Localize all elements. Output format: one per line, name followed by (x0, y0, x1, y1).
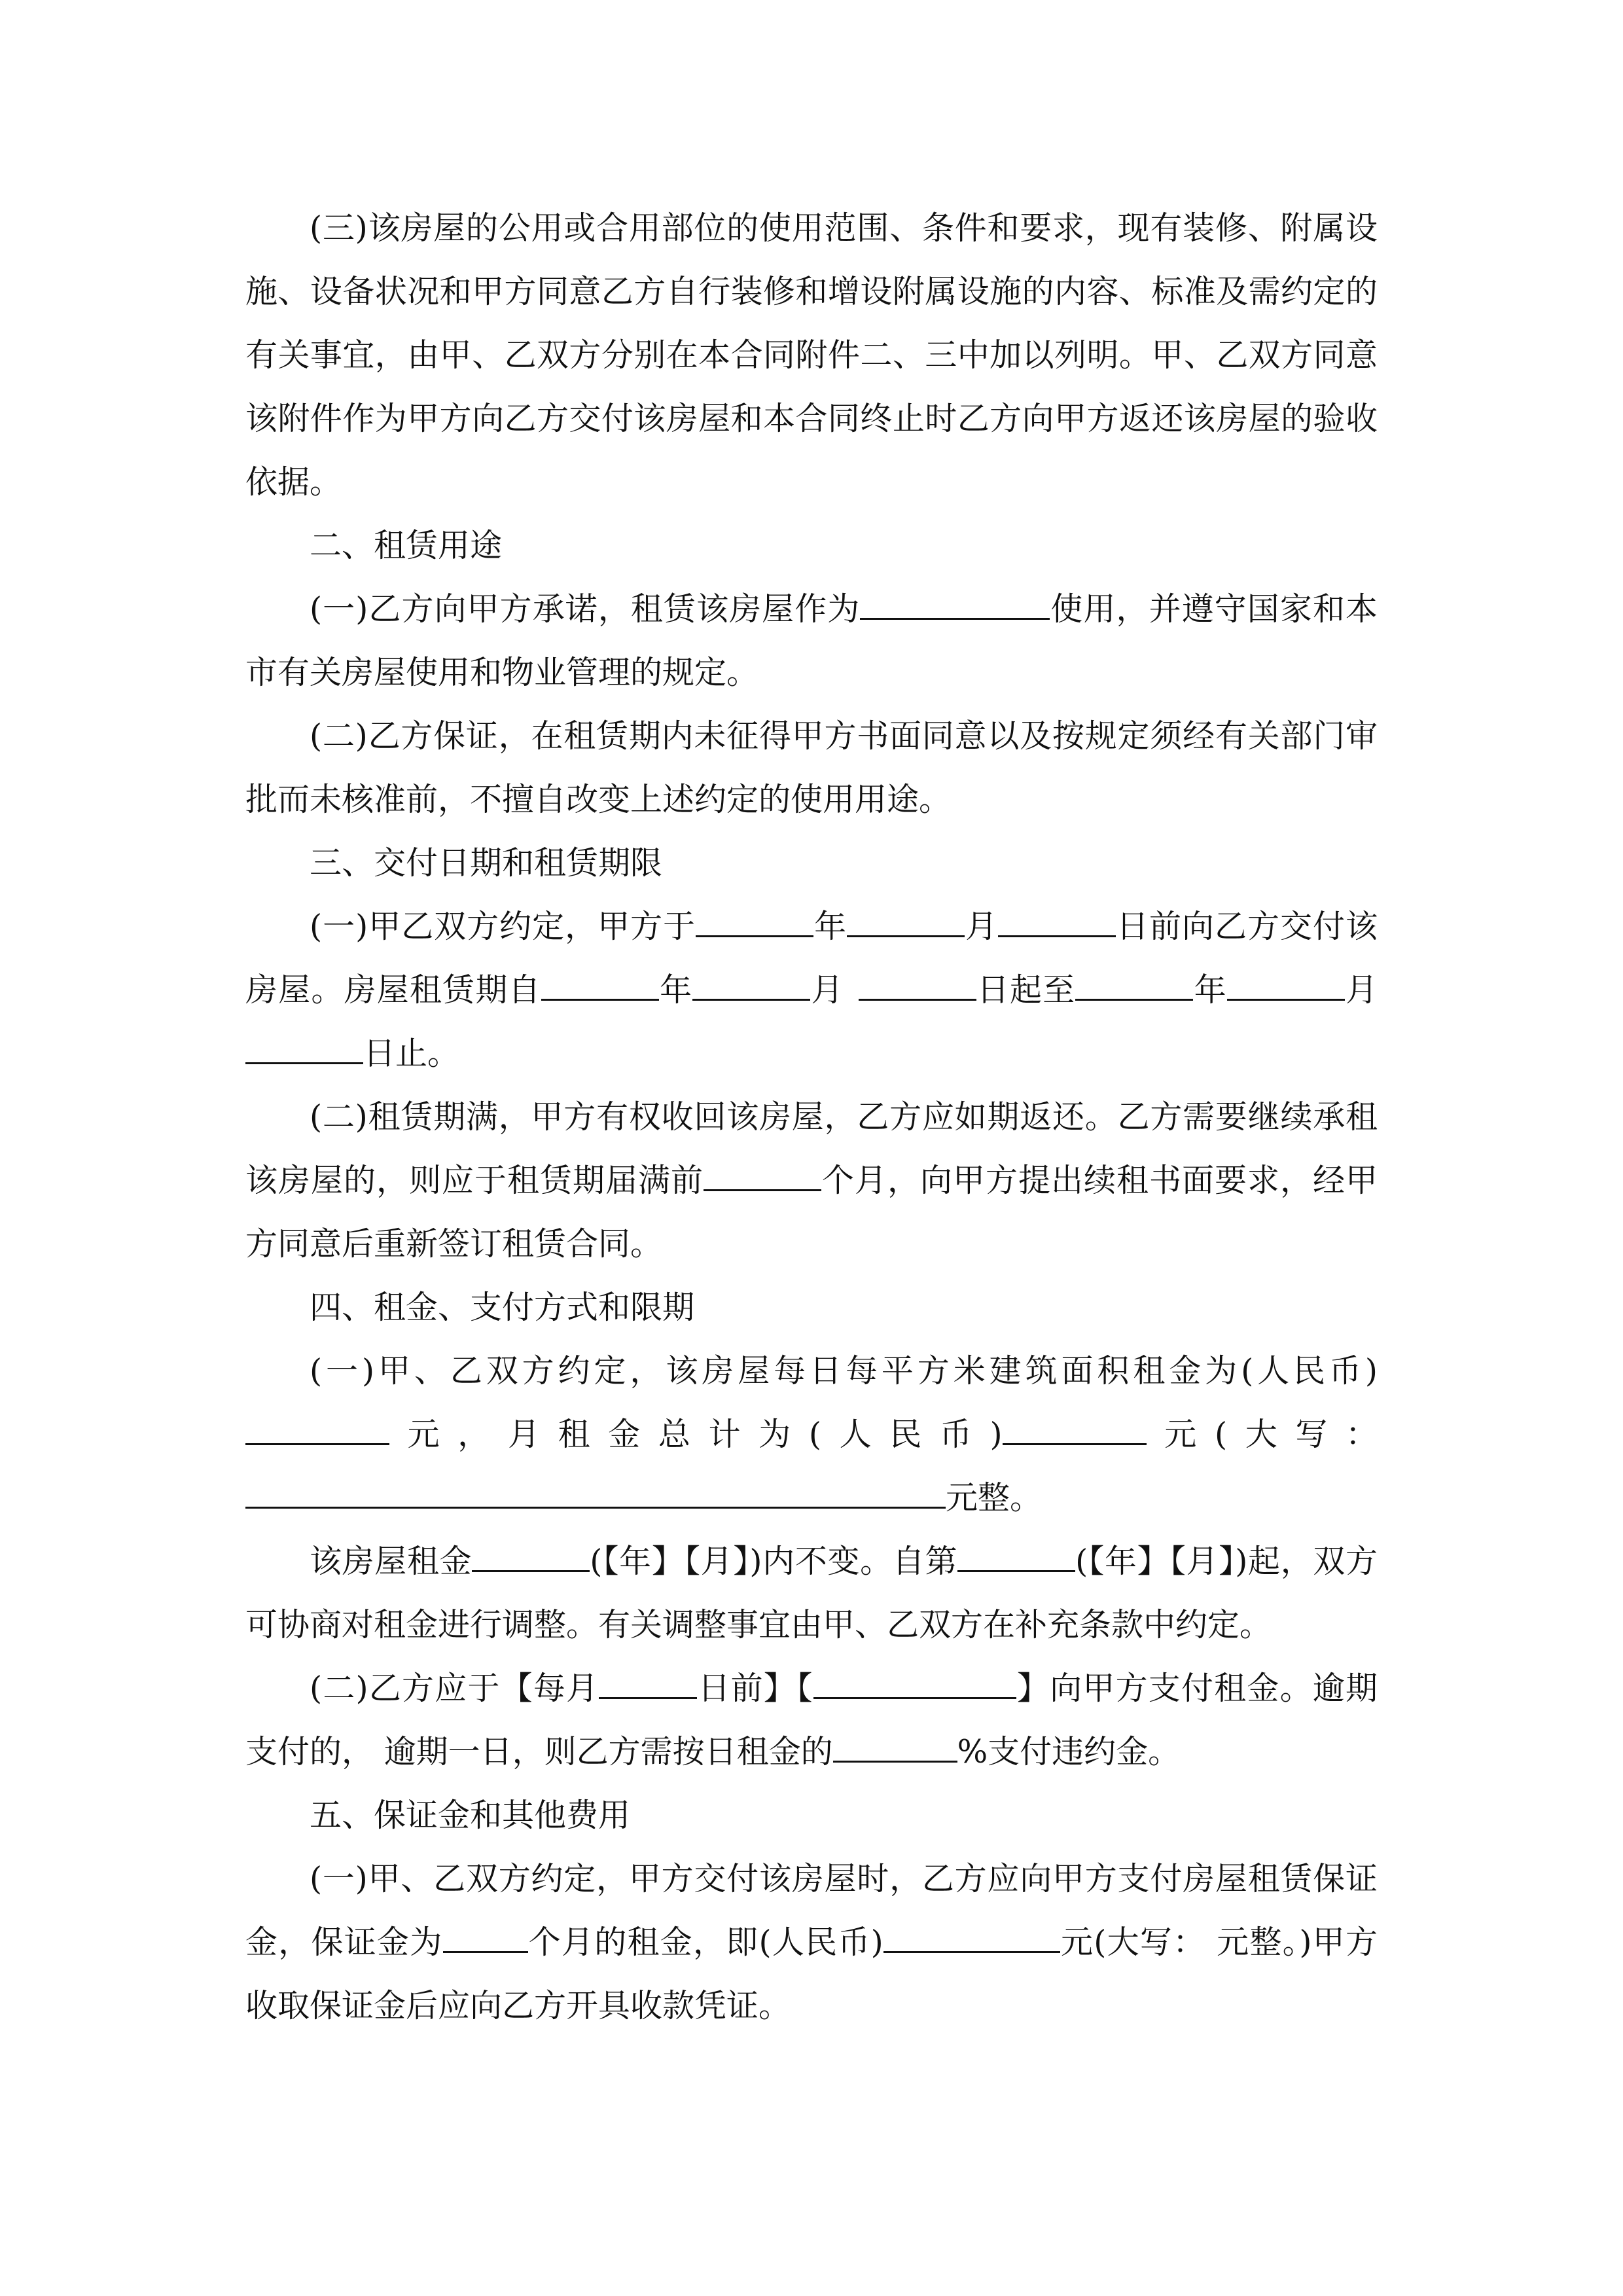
clause-5-1-text-c: 元(大写： 元整。)甲方收取保证金后应向乙方开具收款凭证。 (245, 1924, 1378, 2024)
clause-4-2-text-a: (二)乙方应于【每月 (310, 1670, 599, 1707)
clause-4-adjust-text-a: 该房屋租金 (310, 1543, 473, 1580)
lease-start-day-blank[interactable] (859, 970, 976, 1001)
deposit-amount-blank[interactable] (883, 1922, 1060, 1953)
lease-end-month-blank[interactable] (1227, 970, 1345, 1001)
section-2-heading: 二、租赁用途 (310, 527, 503, 564)
clause-4-1-text-b: 元，月租金总计为(人民币) (389, 1416, 1003, 1453)
rent-in-words-blank[interactable] (245, 1478, 946, 1509)
clause-2-1-text-b: 使用，并遵守国家和本市有关房屋使用和物业管理的规定。 (245, 590, 1378, 691)
payment-other-blank[interactable] (813, 1668, 1016, 1699)
lease-end-year-blank[interactable] (1075, 970, 1193, 1001)
clause-5-1-text-b: 个月的租金，即(人民币) (527, 1924, 883, 1961)
clause-5-1 (245, 1847, 1378, 2037)
section-4-heading: 四、租金、支付方式和限期 (310, 1289, 695, 1326)
clause-3-1-text-c: 日起至 (976, 971, 1076, 1009)
delivery-day-blank[interactable] (998, 906, 1116, 937)
lease-start-month-blank[interactable] (692, 970, 810, 1001)
clause-4-adjust-text-b: (【年】【月】)内不变。自第 (590, 1543, 958, 1580)
clause-5-1-text-a: (一)甲、乙双方约定，甲方交付该房屋时，乙方应向甲方支付房屋租赁保证金，保证金为 (245, 1860, 1378, 1961)
section-5-heading: 五、保证金和其他费用 (310, 1797, 631, 1834)
clause-4-1 (245, 1339, 1378, 1530)
clause-4-2-text-c: 】向甲方支付租金。逾期支付的， 逾期一日，则乙方需按日租金的 (245, 1670, 1378, 1770)
year-label: 年 (658, 971, 693, 1009)
clause-3-2 (245, 1085, 1378, 1276)
lease-start-year-blank[interactable] (541, 970, 659, 1001)
delivery-year-blank[interactable] (696, 906, 813, 937)
payment-day-blank[interactable] (599, 1668, 697, 1699)
clause-4-2 (245, 1657, 1378, 1784)
clause-3-2-text-a: (二)租赁期满，甲方有权收回该房屋，乙方应如期返还。乙方需要继续承租该房屋的，则应于租赁期届满前 (245, 1098, 1378, 1199)
month-label: 月 (965, 908, 999, 945)
clause-2-1-text-a: (一)乙方向甲方承诺，租赁该房屋作为 (310, 590, 861, 628)
clause-3-1-text-d: 日止。 (363, 1035, 460, 1072)
year-label: 年 (1193, 971, 1227, 1009)
clause-3-1-text-b: 日前向乙方交付该房屋。房屋租赁期自 (245, 908, 1378, 1009)
clause-4-rent-adjust (245, 1530, 1378, 1657)
rent-fixed-period-blank[interactable] (472, 1541, 590, 1572)
clause-1-3-text: (三)该房屋的公用或合用部位的使用范围、条件和要求，现有装修、附属设施、设备状况和甲方同意乙方自行装修和增设附属设施的内容、标准及需约定的有关事宜，由甲、乙双方分别在本合同附件二、三中加以列明。甲、乙双方同意该附件作为甲方向乙方交付该房屋和本合同终止时乙方向甲方返还该房屋的验收依据。 (245, 209, 1378, 501)
clause-3-2-text-b: 个月，向甲方提出续租书面要求，经甲方同意后重新签订租赁合同。 (245, 1162, 1378, 1263)
delivery-month-blank[interactable] (847, 906, 965, 937)
clause-4-2-text-d: %支付违约金。 (957, 1733, 1181, 1770)
clause-2-2 (245, 704, 1378, 831)
clause-4-adjust-text-c: (【年】【月】)起，双方可协商对租金进行调整。有关调整事宜由甲、乙双方在补充条款中约定。 (245, 1543, 1378, 1643)
clause-2-1 (245, 577, 1378, 704)
deposit-months-blank[interactable] (443, 1922, 528, 1953)
document-body (245, 196, 1378, 2037)
month-label: 月 (810, 971, 844, 1009)
clause-4-1-text-a: (一)甲、乙双方约定，该房屋每日每平方米建筑面积租金为(人民币) (310, 1352, 1378, 1390)
clause-1-3 (245, 196, 1378, 514)
clause-2-2-text: (二)乙方保证，在租赁期内未征得甲方书面同意以及按规定须经有关部门审批而未核准前，不擅自改变上述约定的使用用途。 (245, 717, 1378, 818)
month-label: 月 (1344, 971, 1378, 1009)
penalty-rate-blank[interactable] (833, 1732, 957, 1763)
rent-adjust-from-blank[interactable] (957, 1541, 1075, 1572)
section-3-heading: 三、交付日期和租赁期限 (310, 844, 663, 882)
daily-rent-blank[interactable] (245, 1414, 389, 1445)
clause-4-1-text-c: 元(大写： (1146, 1416, 1378, 1453)
monthly-rent-blank[interactable] (1003, 1414, 1147, 1445)
lease-end-day-blank[interactable] (245, 1033, 363, 1064)
clause-4-2-text-b: 日前】【 (697, 1670, 813, 1707)
clause-3-1-text-a: (一)甲乙双方约定，甲方于 (310, 908, 696, 945)
year-label: 年 (813, 908, 847, 945)
usage-purpose-blank[interactable] (860, 589, 1050, 620)
clause-4-1-text-d: 元整。 (946, 1479, 1043, 1516)
renewal-months-blank[interactable] (704, 1160, 821, 1191)
clause-3-1 (245, 895, 1378, 1085)
